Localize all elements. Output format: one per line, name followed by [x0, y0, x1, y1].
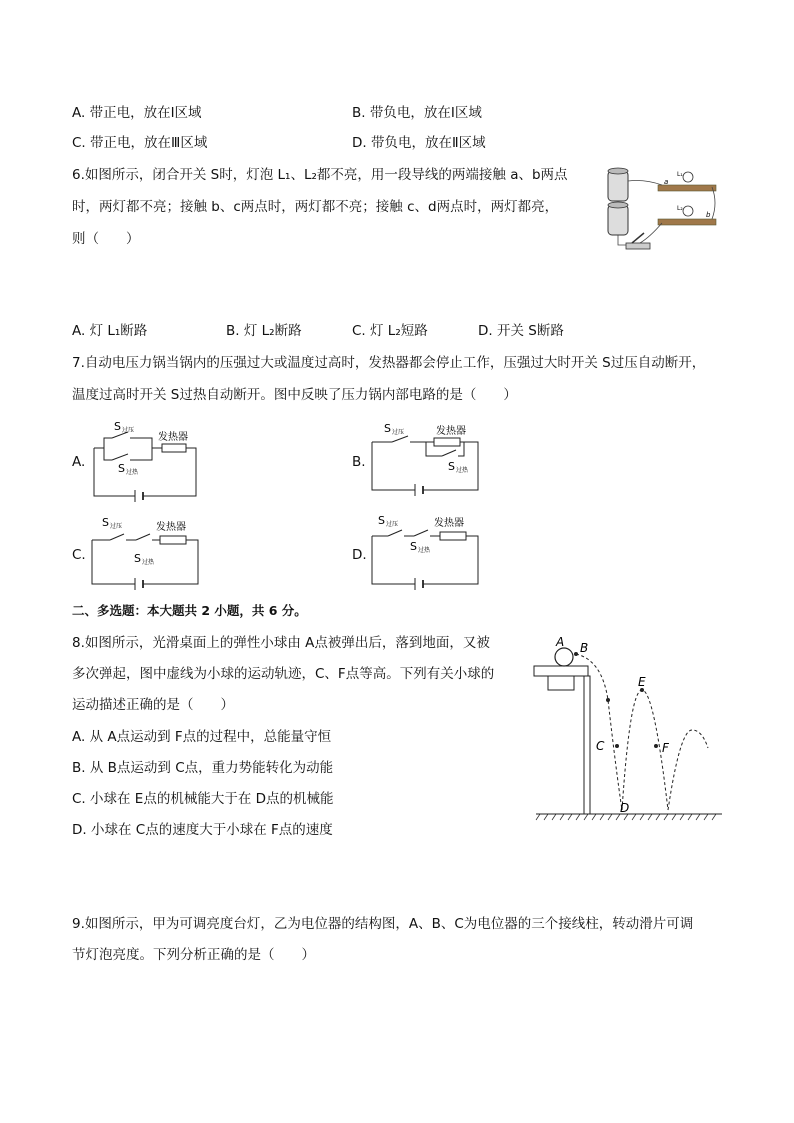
svg-text:过热: 过热: [456, 467, 469, 474]
q6-option-a: A. 灯 L₁断路: [72, 323, 148, 339]
q6-circuit-figure: [600, 165, 720, 260]
fig-label-b: b: [706, 211, 711, 219]
q6-option-c: C. 灯 L₂短路: [352, 323, 428, 339]
q5-option-a: A. 带正电，放在Ⅰ区域: [72, 105, 202, 121]
svg-text:S: S: [134, 552, 141, 565]
q8-stem-line3: 运动描述正确的是（ ）: [72, 697, 234, 713]
fig-label-F: F: [662, 741, 669, 755]
q8-stem-line2: 多次弹起，图中虚线为小球的运动轨迹，C、F点等高。下列有关小球的: [72, 666, 495, 682]
section-heading-multiple-choice: 二、多选题：本大题共 2 小题，共 6 分。: [72, 603, 307, 618]
q7-circuit-a: [90, 418, 210, 500]
q7-option-d-label: D.: [352, 547, 367, 563]
svg-text:S: S: [410, 540, 417, 553]
svg-text:S: S: [102, 516, 109, 529]
svg-text:过压: 过压: [110, 523, 123, 530]
svg-text:S: S: [114, 420, 121, 433]
svg-text:过热: 过热: [418, 547, 431, 554]
q6-stem-line1: 6.如图所示，闭合开关 S时，灯泡 L₁、L₂都不亮，用一段导线的两端接触 a、b两点: [72, 167, 568, 183]
svg-text:过压: 过压: [122, 427, 135, 434]
fig-label-a: a: [664, 178, 669, 186]
q6-stem-line3: 则（ ）: [72, 231, 140, 247]
q7-circuit-d: [370, 512, 490, 594]
q7-stem-line2: 温度过高时开关 S过热自动断开。图中反映了压力锅内部电路的是（ ）: [72, 387, 517, 403]
q7-option-b-label: B.: [352, 454, 366, 470]
svg-text:S: S: [448, 460, 455, 473]
q7-option-a-label: A.: [72, 454, 86, 470]
svg-text:S: S: [118, 462, 125, 475]
q6-option-d: D. 开关 S断路: [478, 323, 564, 339]
q5-option-d: D. 带负电，放在Ⅱ区域: [352, 135, 486, 151]
q6-option-b: B. 灯 L₂断路: [226, 323, 302, 339]
svg-text:发热器: 发热器: [434, 518, 464, 529]
q9-stem-line2: 节灯泡亮度。下列分析正确的是（ ）: [72, 947, 315, 963]
svg-text:过压: 过压: [392, 429, 405, 436]
fig-label-D: D: [620, 801, 630, 815]
svg-text:过热: 过热: [142, 559, 155, 566]
svg-text:过压: 过压: [386, 521, 399, 528]
svg-text:发热器: 发热器: [158, 432, 188, 443]
fig-label-l1: L₁: [677, 171, 683, 178]
q5-option-b: B. 带负电，放在Ⅰ区域: [352, 105, 482, 121]
q8-option-a: A. 从 A点运动到 F点的过程中，总能量守恒: [72, 729, 332, 745]
svg-text:S: S: [378, 514, 385, 527]
q7-circuit-b: [370, 418, 490, 500]
svg-text:S: S: [384, 422, 391, 435]
q8-option-c: C. 小球在 E点的机械能大于在 D点的机械能: [72, 791, 334, 807]
q7-stem-line1: 7.自动电压力锅当锅内的压强过大或温度过高时，发热器都会停止工作，压强过大时开关 S过压自动断开，: [72, 355, 706, 371]
fig-label-E: E: [638, 675, 646, 689]
svg-text:过热: 过热: [126, 469, 139, 476]
svg-text:发热器: 发热器: [436, 426, 466, 437]
q7-circuit-c: [90, 512, 210, 594]
fig-label-B: B: [580, 641, 589, 655]
svg-text:发热器: 发热器: [156, 522, 186, 533]
q8-ball-trajectory-figure: [532, 630, 724, 830]
q8-option-d: D. 小球在 C点的速度大于小球在 F点的速度: [72, 822, 333, 838]
q6-stem-line2: 时，两灯都不亮；接触 b、c两点时，两灯都不亮；接触 c、d两点时，两灯都亮，: [72, 199, 559, 215]
q5-option-c: C. 带正电，放在Ⅲ区域: [72, 135, 208, 151]
q8-option-b: B. 从 B点运动到 C点，重力势能转化为动能: [72, 760, 334, 776]
fig-label-C: C: [596, 739, 605, 753]
q9-stem-line1: 9.如图所示，甲为可调亮度台灯，乙为电位器的结构图，A、B、C为电位器的三个接线柱，转动滑片可调: [72, 916, 694, 932]
fig-label-l2: L₂: [677, 205, 683, 212]
q7-option-c-label: C.: [72, 547, 86, 563]
q8-stem-line1: 8.如图所示，光滑桌面上的弹性小球由 A点被弹出后，落到地面，又被: [72, 635, 490, 651]
fig-label-A: A: [556, 635, 565, 649]
